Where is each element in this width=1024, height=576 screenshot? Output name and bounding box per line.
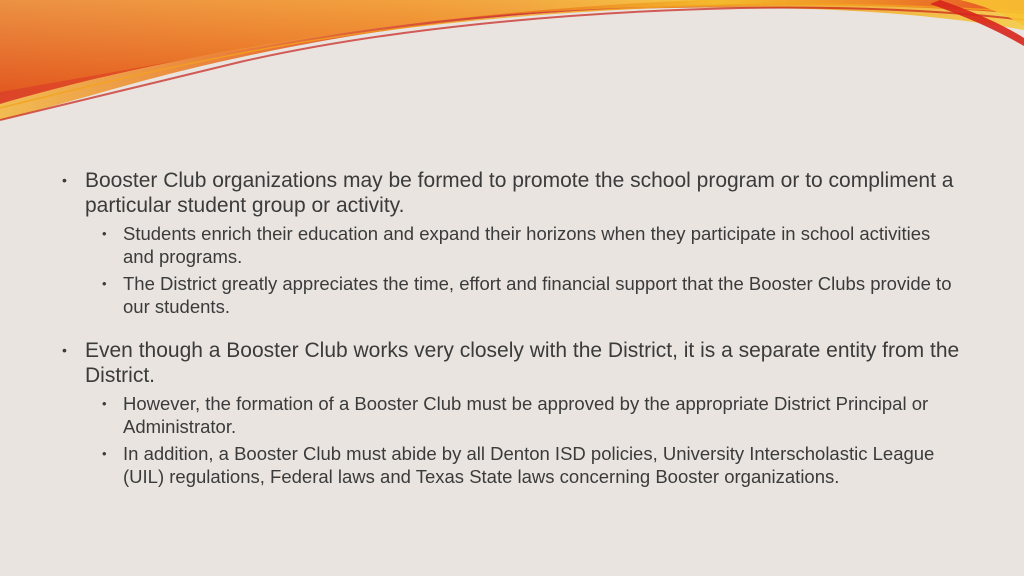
bullet-level2 (62, 392, 962, 438)
bullet-level1 (62, 338, 962, 388)
bullet-glyph: • (62, 342, 67, 358)
bullet-level2 (62, 272, 962, 318)
bullet-text: Even though a Booster Club works very closely with the District, it is a separate entity from the District. (85, 339, 960, 387)
bullet-glyph: • (102, 396, 107, 411)
bullet-text: However, the formation of a Booster Club must be approved by the appropriate District Principal or Administrator. (123, 393, 929, 437)
bullet-group-1 (62, 168, 962, 318)
bullet-glyph: • (102, 276, 107, 291)
bullet-group-2 (62, 338, 962, 488)
bullet-level2 (62, 222, 962, 268)
bullet-text: The District greatly appreciates the time, effort and financial support that the Booster Clubs provide to our students. (123, 273, 952, 317)
decorative-swoosh-banner (0, 0, 1024, 140)
bullet-text: In addition, a Booster Club must abide by all Denton ISD policies, University Interscholastic League (UIL) regulations, Federal laws and Texas State laws concerning Booster organizations. (123, 443, 935, 487)
bullet-list (62, 168, 962, 488)
bullet-glyph: • (62, 172, 67, 188)
bullet-level1 (62, 168, 962, 218)
bullet-text: Booster Club organizations may be formed to promote the school program or to compliment a particular student group or activity. (85, 169, 954, 217)
bullet-level2 (62, 442, 962, 488)
bullet-glyph: • (102, 446, 107, 461)
bullet-text: Students enrich their education and expand their horizons when they participate in school activities and programs. (123, 223, 931, 267)
bullet-glyph: • (102, 226, 107, 241)
